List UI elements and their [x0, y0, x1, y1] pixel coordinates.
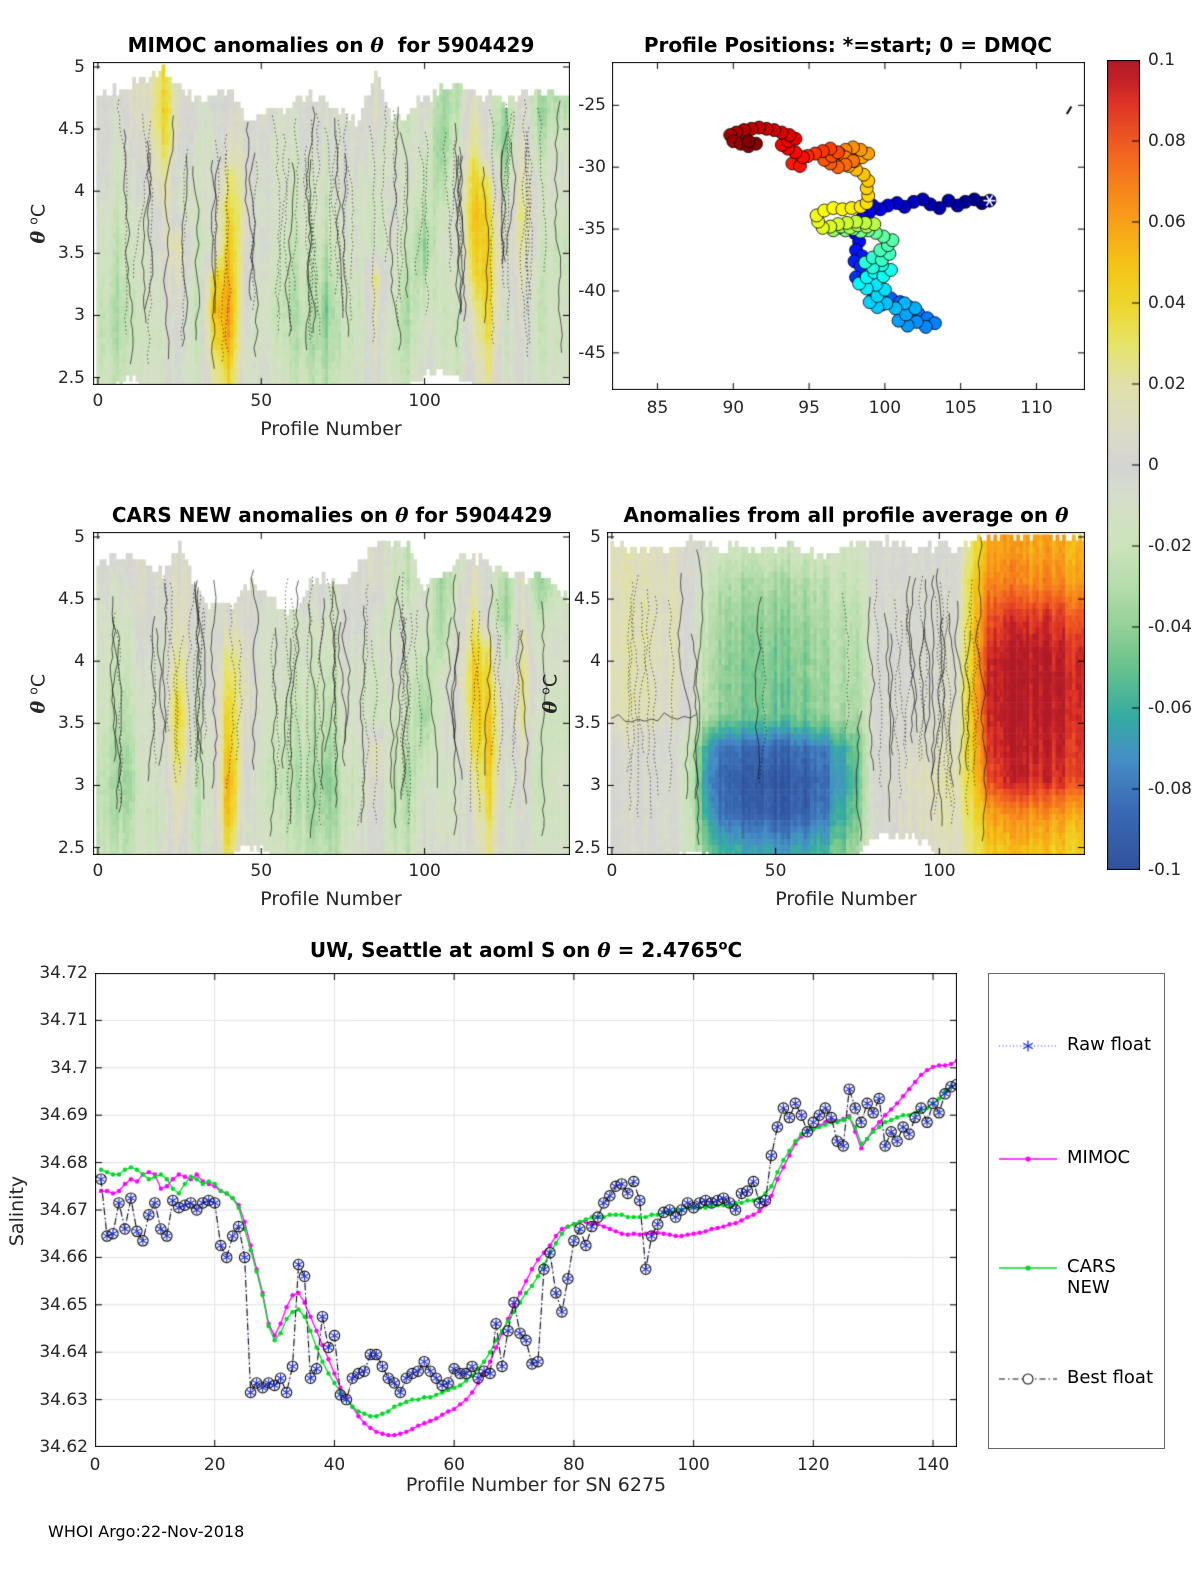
salinity-tick-label: 34.71 — [39, 1010, 88, 1031]
cars-ylabel: θ $^o$C — [26, 673, 50, 714]
avg-anom-panel-title: Anomalies from all profile average on θ — [623, 503, 1069, 527]
lat-tick-label: -35 — [578, 219, 606, 240]
profile-tick-label: 100 — [408, 391, 441, 411]
colorbar-tick-label: -0.04 — [1148, 617, 1192, 637]
legend-item-cars-new — [989, 1256, 1164, 1298]
profile-tick-label: 0 — [606, 861, 618, 881]
mimoc-xlabel: Profile Number — [260, 418, 402, 440]
mimoc-line-sample-icon — [997, 1147, 1059, 1171]
footer-timestamp: WHOI Argo:22-Nov-2018 — [48, 1522, 245, 1541]
lat-tick-label: -40 — [578, 280, 606, 301]
profile-number-tick-label: 40 — [323, 1455, 346, 1475]
legend-item-best-float — [989, 1367, 1164, 1391]
theta-tick-label: 2.5 — [57, 367, 85, 388]
profile-number-tick-label: 100 — [677, 1455, 710, 1475]
lon-tick-label: 100 — [868, 398, 902, 418]
theta-tick-label: 5 — [74, 526, 85, 547]
profile-tick-label: 50 — [250, 861, 273, 881]
theta-tick-label: 2.5 — [57, 837, 85, 858]
legend-item-mimoc — [989, 1147, 1164, 1171]
theta-tick-label: 4.5 — [57, 119, 85, 140]
theta-tick-label: 3 — [590, 775, 601, 796]
avg-anom-xlabel: Profile Number — [775, 888, 917, 910]
profile-number-tick-label: 120 — [797, 1455, 830, 1475]
profile-number-tick-label: 20 — [203, 1455, 226, 1475]
theta-tick-label: 2.5 — [573, 837, 601, 858]
lon-tick-label: 85 — [646, 398, 669, 418]
avg-anom-heatmap-canvas — [607, 532, 1085, 855]
salinity-tick-label: 34.68 — [39, 1152, 88, 1173]
mimoc-ylabel: θ $^o$C — [26, 203, 50, 244]
theta-tick-label: 3 — [74, 305, 85, 326]
profile-positions-canvas — [612, 62, 1085, 390]
salinity-tick-label: 34.64 — [39, 1342, 88, 1363]
legend-item-raw-float — [989, 1034, 1164, 1058]
theta-tick-label: 5 — [590, 526, 601, 547]
salinity-tick-label: 34.69 — [39, 1105, 88, 1126]
cars-xlabel: Profile Number — [260, 888, 402, 910]
salinity-chart-canvas — [95, 973, 957, 1447]
lon-tick-label: 95 — [798, 398, 820, 418]
profile-tick-label: 50 — [250, 391, 273, 411]
theta-tick-label: 3 — [74, 775, 85, 796]
legend-label-mimoc: MIMOC — [1067, 1147, 1131, 1168]
salinity-tick-label: 34.72 — [39, 963, 88, 983]
legend-label-raw-float: Raw float — [1067, 1034, 1152, 1055]
colorbar-canvas — [1107, 60, 1140, 870]
profile-number-tick-label: 140 — [916, 1455, 950, 1475]
lon-tick-label: 105 — [944, 398, 977, 418]
theta-tick-label: 4 — [590, 651, 601, 672]
cars-heatmap-canvas — [93, 532, 570, 855]
profile-tick-label: 100 — [408, 861, 441, 881]
profile-number-tick-label: 80 — [563, 1455, 585, 1475]
positions-panel-title: Profile Positions: *=start; 0 = DMQC — [643, 33, 1053, 57]
cars-panel-title: CARS NEW anomalies on θ for 5904429 — [111, 503, 553, 527]
profile-number-tick-label: 0 — [89, 1455, 101, 1475]
profile-tick-label: 0 — [92, 861, 104, 881]
best-float-line-sample-icon — [997, 1367, 1059, 1391]
profile-number-tick-label: 60 — [443, 1455, 465, 1475]
colorbar-tick-label: 0.02 — [1148, 374, 1186, 394]
raw-float-line-sample-icon — [997, 1034, 1059, 1058]
theta-tick-label: 5 — [74, 56, 85, 77]
legend — [988, 973, 1165, 1449]
salinity-tick-label: 34.65 — [39, 1294, 88, 1315]
salinity-panel-title: UW, Seattle at aoml S on $\theta = 2.4765^oC$ — [309, 938, 743, 962]
salinity-tick-label: 34.63 — [39, 1389, 88, 1410]
lon-tick-label: 110 — [1020, 398, 1053, 418]
profile-tick-label: 0 — [92, 391, 104, 411]
theta-tick-label: 3.5 — [573, 713, 601, 734]
mimoc-panel-title: MIMOC anomalies on θ for 5904429 — [127, 33, 535, 57]
salinity-tick-label: 34.67 — [39, 1200, 88, 1220]
theta-tick-label: 3.5 — [57, 713, 85, 734]
theta-tick-label: 4 — [74, 181, 85, 202]
colorbar-tick-label: 0 — [1148, 455, 1159, 475]
salinity-xlabel: Profile Number for SN 6275 — [405, 1474, 667, 1496]
colorbar-tick-label: -0.06 — [1148, 698, 1192, 718]
colorbar-tick-label: 0.1 — [1148, 50, 1176, 70]
lat-tick-label: -25 — [578, 95, 606, 116]
legend-label-cars-new: CARS NEW — [1067, 1256, 1116, 1298]
lat-tick-label: -30 — [578, 157, 606, 178]
salinity-tick-label: 34.62 — [39, 1437, 88, 1457]
theta-tick-label: 4.5 — [57, 589, 85, 610]
profile-tick-label: 100 — [923, 861, 956, 881]
profile-tick-label: 50 — [764, 861, 787, 881]
theta-tick-label: 4 — [74, 651, 85, 672]
colorbar-tick-label: 0.06 — [1148, 212, 1186, 232]
colorbar-tick-label: -0.1 — [1148, 860, 1182, 880]
colorbar-tick-label: -0.08 — [1148, 779, 1192, 799]
theta-tick-label: 4.5 — [573, 589, 601, 610]
salinity-ylabel: Salinity — [6, 1175, 28, 1247]
avg-anom-ylabel: θ $^o$C — [538, 673, 562, 714]
cars-new-line-sample-icon — [997, 1256, 1059, 1280]
legend-label-best-float: Best float — [1067, 1367, 1154, 1388]
lat-tick-label: -45 — [578, 342, 606, 363]
salinity-tick-label: 34.66 — [39, 1247, 88, 1268]
colorbar-tick-label: 0.08 — [1148, 131, 1186, 151]
salinity-tick-label: 34.7 — [50, 1057, 88, 1078]
mimoc-heatmap-canvas — [93, 62, 570, 385]
colorbar-tick-label: 0.04 — [1148, 293, 1186, 313]
theta-tick-label: 3.5 — [57, 243, 85, 264]
lon-tick-label: 90 — [722, 398, 745, 418]
colorbar-tick-label: -0.02 — [1148, 536, 1192, 556]
